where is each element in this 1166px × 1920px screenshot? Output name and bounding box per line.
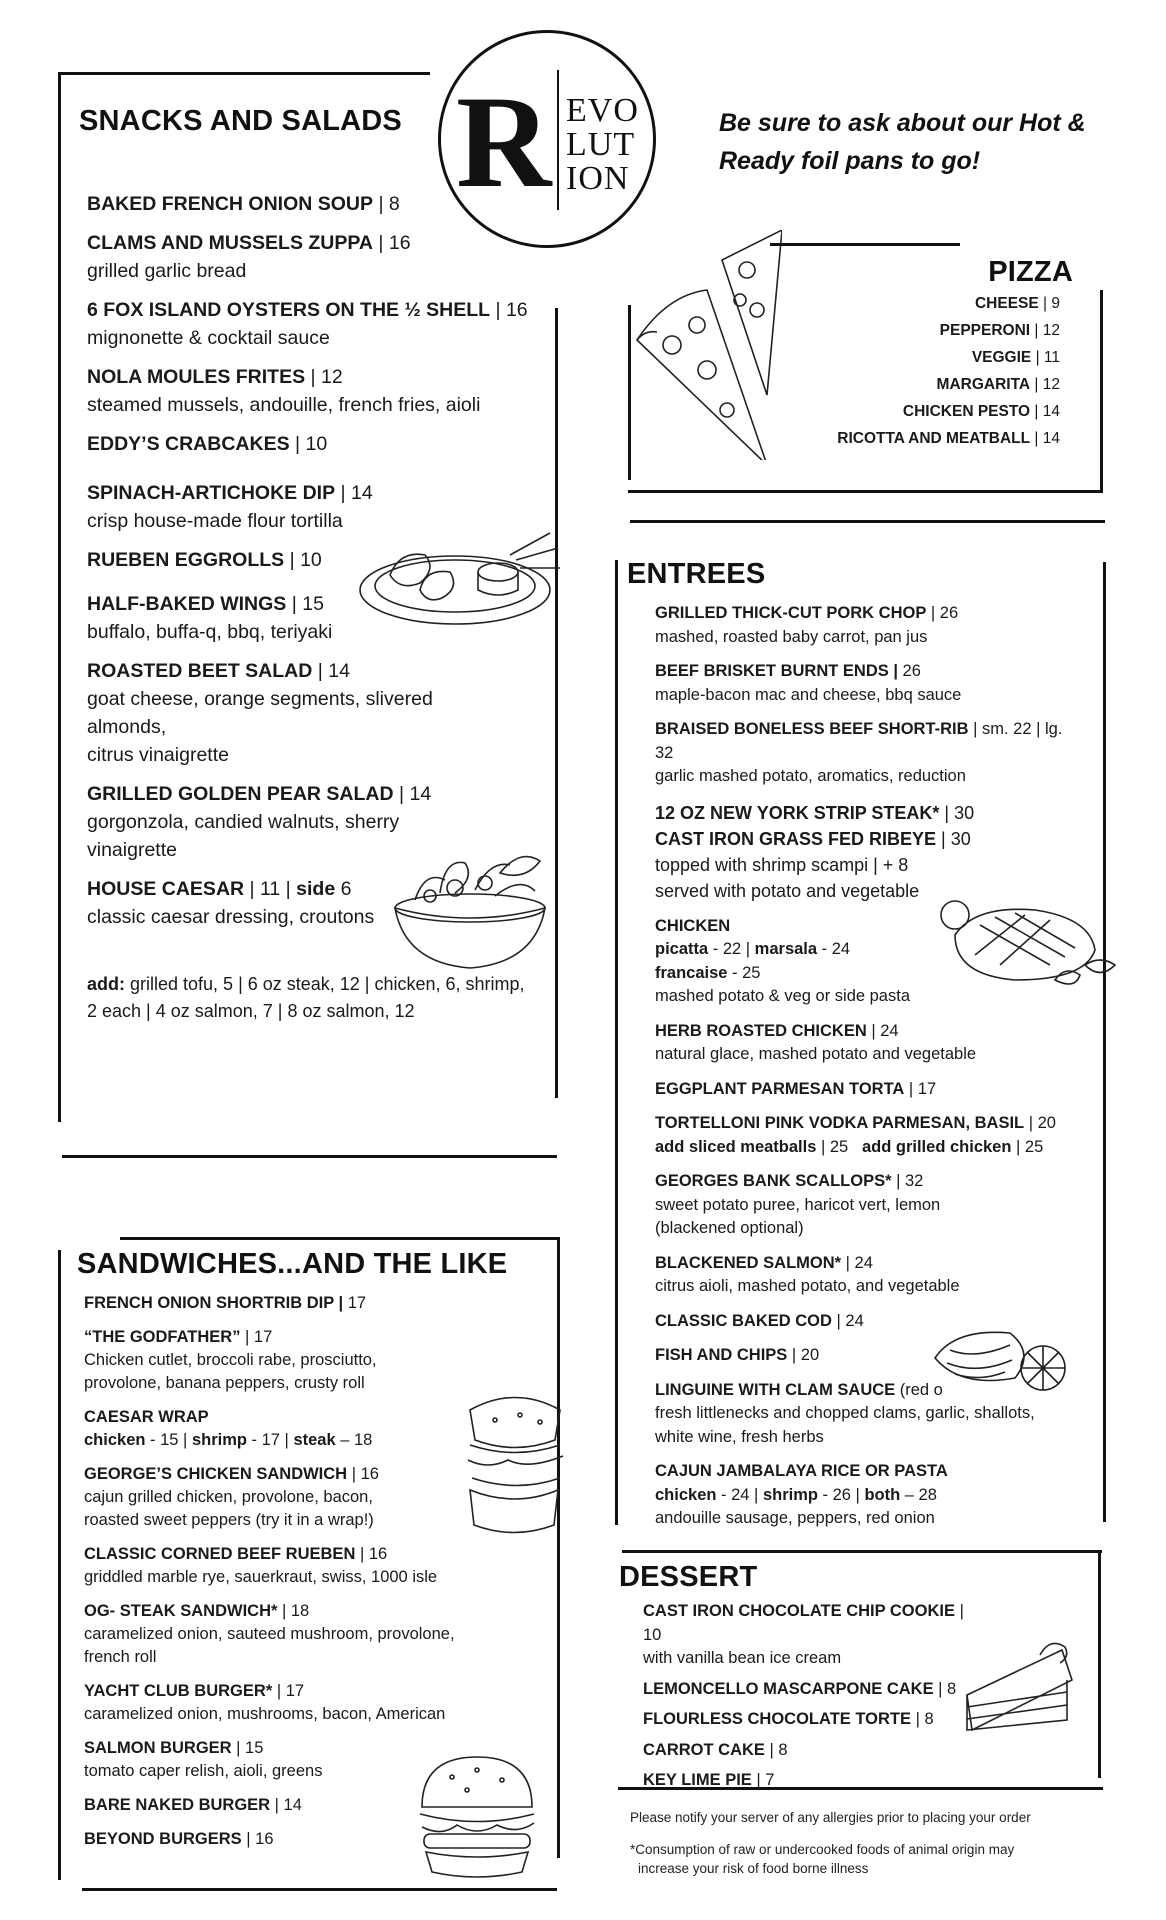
menu-item: BEYOND BURGERS | 16 [84,1830,274,1848]
menu-item: BEEF BRISKET BURNT ENDS | 26 maple-bacon mac and cheese, bbq sauce [655,662,962,704]
pizza-border-left [628,305,631,480]
pizza-illustration [632,230,782,460]
menu-item: GEORGE’S CHICKEN SANDWICH | 16 cajun grilled chicken, provolone, bacon, roasted sweet peppers (try it in a wrap!) [84,1465,379,1529]
menu-item: TORTELLONI PINK VODKA PARMESAN, BASIL | 20 add sliced meatballs | 25 add grilled chicken | 25 [655,1114,1056,1156]
sandwich-illustration [460,1390,570,1540]
sandwiches-border-left [58,1250,61,1880]
menu-item: 6 FOX ISLAND OYSTERS ON THE ½ SHELL | 16 mignonette & cocktail sauce [87,299,528,349]
logo-letter: R [456,68,552,215]
snacks-border-bottom [62,1155,557,1158]
pizza-title: PIZZA [988,256,1073,288]
logo-word: EVO LUT ION [566,92,639,197]
allergy-notice: Please notify your server of any allergies prior to placing your order [630,1810,1031,1825]
menu-item: HOUSE CAESAR | 11 | side 6 classic caesar dressing, croutons [87,878,375,928]
dessert-border-right [1098,1550,1101,1778]
pizza-border-bottom [628,490,1103,493]
entrees-border-left [615,560,618,1525]
menu-item: MARGARITA | 12 [936,376,1060,393]
menu-item: CARROT CAKE | 8 [643,1740,788,1759]
menu-item: NOLA MOULES FRITES | 12 steamed mussels, andouille, french fries, aioli [87,366,481,416]
menu-item: SALMON BURGER | 15 tomato caper relish, aioli, greens [84,1739,323,1780]
menu-item: GRILLED THICK-CUT PORK CHOP | 26 mashed, roasted baby carrot, pan jus [655,604,959,646]
menu-item: VEGGIE | 11 [971,349,1060,366]
cake-illustration [962,1635,1082,1745]
tagline: Be sure to ask about our Hot & Ready foil pans to go! [719,109,1086,175]
raw-food-notice: *Consumption of raw or undercooked foods of animal origin may increase your risk of food borne illness [630,1842,1015,1876]
menu-item: HERB ROASTED CHICKEN | 24 natural glace, mashed potato and vegetable [655,1021,977,1063]
menu-item: RICOTTA AND MEATBALL | 14 [837,430,1060,447]
menu-item: CAST IRON CHOCOLATE CHIP COOKIE | 10 with vanilla bean ice cream [643,1602,964,1667]
menu-item: YACHT CLUB BURGER* | 17 caramelized onion, mushrooms, bacon, American [84,1682,446,1723]
menu-item: “THE GODFATHER” | 17 Chicken cutlet, broccoli rabe, prosciutto, provolone, banana peppers, crusty roll [84,1328,377,1392]
menu-item: BRAISED BONELESS BEEF SHORT-RIB | sm. 22 | lg. 32 garlic mashed potato, aromatics, reduction [655,720,1063,785]
snacks-border-top [58,72,430,75]
menu-item: ROASTED BEET SALAD | 14 goat cheese, orange segments, slivered almonds, citrus vinaigrette [87,660,433,766]
entrees-title: ENTREES [627,558,766,590]
sandwiches-border-right [557,1238,560,1858]
menu-item: SPINACH-ARTICHOKE DIP | 14 crisp house-made flour tortilla [87,482,373,532]
salmon-illustration [925,1318,1075,1403]
menu-item: FLOURLESS CHOCOLATE TORTE | 8 [643,1710,934,1728]
menu-item: CAESAR WRAP chicken - 15 | shrimp - 17 | steak – 18 [84,1408,373,1449]
menu-item: PEPPERONI | 12 [939,322,1060,339]
wings-illustration [350,520,570,630]
menu-item: CLAMS AND MUSSELS ZUPPA | 16 grilled garlic bread [87,232,411,282]
add-ons: add: grilled tofu, 5 | 6 oz steak, 12 | chicken, 6, shrimp, 2 each | 4 oz salmon, 7 | 8 oz salmon, 12 [87,974,525,1021]
menu-item: KEY LIME PIE | 7 [643,1771,775,1789]
menu-item: EDDY’S CRABCAKES | 10 [87,433,328,455]
pizza-border-top [770,243,960,246]
menu-item: CHICKEN picatta - 22 | marsala - 24 francaise - 25 mashed potato & veg or side pasta [655,916,910,1005]
menu-item: FISH AND CHIPS | 20 [655,1346,820,1364]
menu-item: CHEESE | 9 [974,295,1060,312]
sandwiches-title: SANDWICHES...AND THE LIKE [77,1248,508,1280]
entrees-border-right [1103,562,1106,1522]
menu-item: GRILLED GOLDEN PEAR SALAD | 14 gorgonzola, candied walnuts, sherry vinaigrette [87,783,432,861]
dessert-list [643,1600,973,1800]
menu-item: BARE NAKED BURGER | 14 [84,1796,302,1814]
pizza-list [837,290,1060,452]
snacks-title: SNACKS AND SALADS [79,105,402,137]
pizza-border-right [1100,290,1103,490]
dessert-title: DESSERT [619,1561,758,1593]
menu-item: EGGPLANT PARMESAN TORTA | 17 [655,1079,937,1098]
menu-item: LINGUINE WITH CLAM SAUCE (red o fresh littlenecks and chopped clams, garlic, shallots, white wine, fresh herbs [655,1380,1035,1446]
menu-item: BLACKENED SALMON* | 24 citrus aioli, mashed potato, and vegetable [655,1253,960,1295]
salad-illustration [385,848,555,978]
menu-item: CLASSIC BAKED COD | 24 [655,1311,864,1330]
steak-illustration [935,885,1125,995]
dessert-border-top [622,1550,1102,1553]
menu-item: BAKED FRENCH ONION SOUP | 8 [87,193,400,215]
menu-item: CAJUN JAMBALAYA RICE OR PASTA chicken - 24 | shrimp - 26 | both – 28 andouille sausage, peppers, red onion [655,1462,948,1527]
sandwiches-border-top [120,1237,560,1240]
menu-item: RUEBEN EGGROLLS | 10 [87,549,322,571]
snacks-border-left [58,72,61,1122]
menu-item: FRENCH ONION SHORTRIB DIP | 17 [84,1294,367,1312]
menu-item: CLASSIC CORNED BEEF RUEBEN | 16 griddled marble rye, sauerkraut, swiss, 1000 isle [84,1545,438,1586]
menu-item: OG- STEAK SANDWICH* | 18 caramelized onion, sauteed mushroom, provolone, french roll [84,1602,455,1666]
burger-illustration [412,1752,542,1882]
sandwiches-border-bottom [82,1888,557,1891]
logo-divider [557,70,559,210]
menu-item: GEORGES BANK SCALLOPS* | 32 sweet potato puree, haricot vert, lemon (blackened optional) [655,1172,941,1237]
entrees-border-top [630,520,1105,523]
menu-item: 12 OZ NEW YORK STRIP STEAK* | 30 CAST IRON GRASS FED RIBEYE | 30 topped with shrimp scampi | + 8 served with potato and vegetable [655,802,975,901]
menu-item: HALF-BAKED WINGS | 15 buffalo, buffa-q, bbq, teriyaki [87,593,333,643]
menu-item: LEMONCELLO MASCARPONE CAKE | 8 [643,1679,957,1698]
menu-item: CHICKEN PESTO | 14 [902,403,1060,420]
